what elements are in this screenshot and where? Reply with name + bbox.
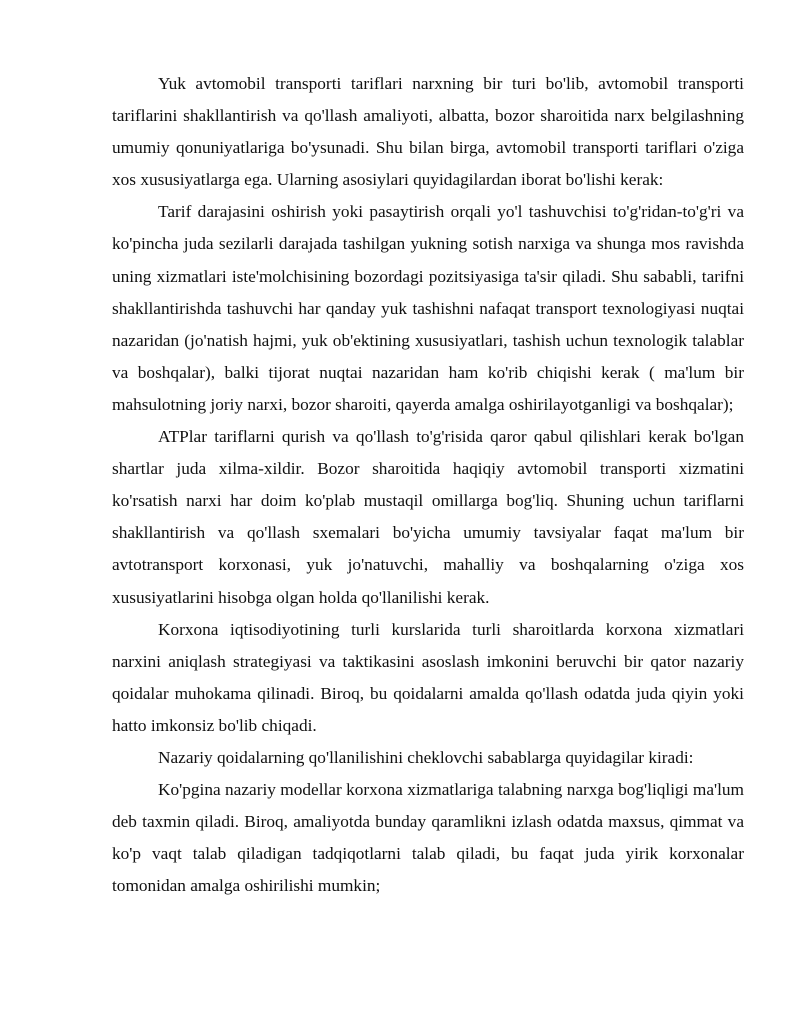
paragraph-2: Tarif darajasini oshirish yoki pasaytirish orqali yo'l tashuvchisi to'g'ridan-to'g'ri va ko'pincha juda sezilarli darajada tashilgan yukning sotish narxiga va shunga mos ravishda uning xizmatlari iste'molchisining bozordagi pozitsiyasiga ta'sir qiladi. Shu sababli, tarifni shakllantirishda tashuvchi har qanday yuk tashishni nafaqat transport texnologiyasi nuqtai nazaridan (jo'natish hajmi, yuk ob'ektining xususiyatlari, tashish uchun texnologik talablar va boshqalar), balki tijorat nuqtai nazaridan ham ko'rib chiqishi kerak ( ma'lum bir mahsulotning joriy narxi, bozor sharoiti, qayerda amalga oshirilayotganligi va boshqalar); — [112, 202, 744, 414]
paragraph-3: ATPlar tariflarni qurish va qo'llash to'g'risida qaror qabul qilishlari kerak bo'lgan shartlar juda xilma-xildir. Bozor sharoitida haqiqiy avtomobil transporti xizmatini ko'rsatish narxi har doim ko'plab mustaqil omillarga bog'liq. Shuning uchun tariflarni shakllantirish va qo'llash sxemalari bo'yicha umumiy tavsiyalar faqat ma'lum bir avtotransport korxonasi, yuk jo'natuvchi, mahalliy va boshqalarning o'ziga xos xususiyatlarini hisobga olgan holda qo'llanilishi kerak. — [112, 427, 744, 607]
paragraph-1: Yuk avtomobil transporti tariflari narxning bir turi bo'lib, avtomobil transporti tariflarini shakllantirish va qo'llash amaliyoti, albatta, bozor sharoitida narx belgilashning umumiy qonuniyatlariga bo'ysunadi. Shu bilan birga, avtomobil transporti tariflari o'ziga xos xususiyatlarga ega. Ularning asosiylari quyidagilardan iborat bo'lishi kerak: — [112, 74, 744, 190]
paragraph-6: Ko'pgina nazariy modellar korxona xizmatlariga talabning narxga bog'liqligi ma'lum deb taxmin qiladi. Biroq, amaliyotda bunday qaramlikni izlash odatda maxsus, qimmat va ko'p vaqt talab qiladigan tadqiqotlarni talab qiladi, bu faqat juda yirik korxonalar tomonidan amalga oshirilishi mumkin; — [112, 780, 744, 896]
paragraph-4: Korxona iqtisodiyotining turli kurslarida turli sharoitlarda korxona xizmatlari narxini aniqlash strategiyasi va taktikasini asoslash imkonini beruvchi bir qator nazariy qoidalar muhokama qilinadi. Biroq, bu qoidalarni amalda qo'llash odatda juda qiyin yoki hatto imkonsiz bo'lib chiqadi. — [112, 619, 744, 735]
paragraph-5: Nazariy qoidalarning qo'llanilishini cheklovchi sabablarga quyidagilar kiradi: — [158, 747, 694, 767]
document-page — [112, 68, 744, 902]
